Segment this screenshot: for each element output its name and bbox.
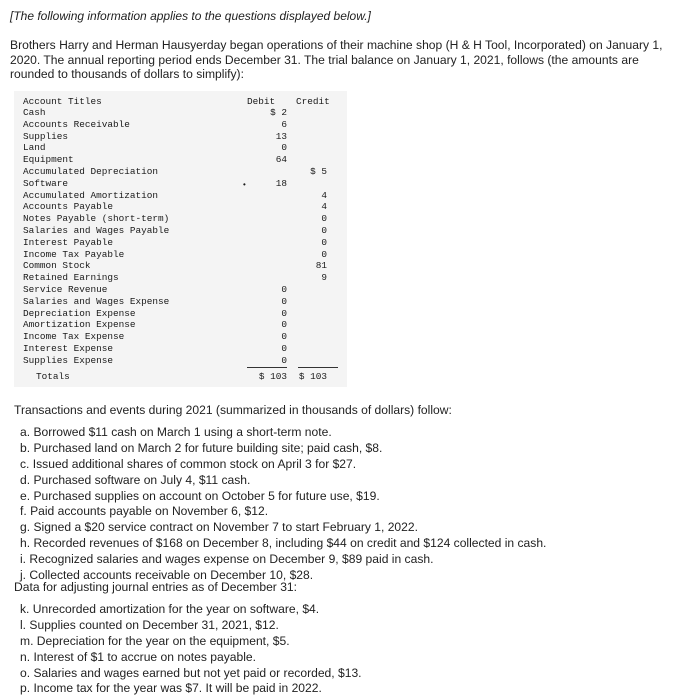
account-title: Interest Payable: [23, 236, 114, 248]
trial-balance-table: [14, 91, 347, 387]
debit-total: $ 103: [258, 371, 287, 382]
debit-amount: 13: [275, 130, 287, 142]
trial-balance-row: [14, 249, 347, 261]
credit-amount: 0: [321, 236, 327, 248]
transaction-item: f. Paid accounts payable on November 6, $12.: [20, 504, 269, 519]
transaction-item: b. Purchased land on March 2 for future building site; paid cash, $8.: [20, 440, 383, 455]
account-title: Notes Payable (short-term): [23, 213, 170, 225]
credit-amount: 0: [321, 248, 327, 260]
account-title: Accumulated Depreciation: [23, 166, 159, 177]
transactions-title: Transactions and events during 2021 (summarized in thousands of dollars) follow:: [14, 403, 452, 417]
adjustment-item: p. Income tax for the year was $7. It will be paid in 2022.: [20, 681, 322, 696]
transaction-item: j. Collected accounts receivable on December 10, $28.: [20, 568, 314, 583]
adjustment-item: o. Salaries and wages earned but not yet paid or recorded, $13.: [20, 665, 362, 680]
transaction-item: d. Purchased software on July 4, $11 cash.: [20, 472, 251, 487]
trial-balance-row: [14, 355, 347, 367]
credit-total: $ 103: [298, 371, 327, 382]
account-title: Accumulated Amortization: [23, 189, 159, 201]
intro-paragraph: Brothers Harry and Herman Hausyerday began operations of their machine shop (H & H Tool, Incorporated) on January 1, 2020. The annual reporting period ends December 31. The trial balance on January 1, 2021, follows (the amounts are rounded to thousands of dollars to simplify):: [10, 38, 663, 81]
adjustment-item: m. Depreciation for the year on the equipment, $5.: [20, 633, 290, 648]
debit-amount: 0: [281, 343, 287, 354]
adjustments-list: [20, 602, 680, 697]
transaction-item: h. Recorded revenues of $168 on December 8, including $44 on credit and $124 collected in cash.: [20, 536, 547, 551]
account-title: Depreciation Expense: [23, 307, 136, 319]
account-title: Land: [23, 142, 46, 154]
trial-balance-row: [14, 225, 347, 237]
adjustment-item: k. Unrecorded amortization for the year on software, $4.: [20, 602, 320, 616]
account-title: Equipment: [23, 154, 74, 166]
trial-balance-row: [14, 178, 347, 190]
debit-amount: 0: [281, 354, 287, 366]
transaction-item: e. Purchased supplies on account on October 5 for future use, $19.: [20, 488, 380, 503]
adjustment-item: n. Interest of $1 to accrue on notes payable.: [20, 649, 256, 664]
trial-balance-row: [14, 331, 347, 343]
credit-total-underline: [298, 367, 338, 368]
trial-balance-row: [14, 272, 347, 284]
adjusting-title: Data for adjusting journal entries as of December 31:: [14, 580, 298, 594]
trial-balance-row: [14, 166, 347, 178]
transaction-item: a. Borrowed $11 cash on March 1 using a short-term note.: [20, 425, 332, 439]
transaction-item: g. Signed a $20 service contract on November 7 to start February 1, 2022.: [20, 520, 418, 535]
trial-balance-row: [14, 190, 347, 202]
debit-total-underline: [247, 367, 287, 368]
credit-amount: 0: [321, 213, 327, 225]
trial-balance-row: [14, 154, 347, 166]
account-title: Amortization Expense: [23, 319, 136, 331]
credit-amount: 4: [321, 201, 327, 213]
account-title: Retained Earnings: [23, 272, 119, 284]
header-credit: Credit: [296, 96, 330, 107]
adjustment-item: l. Supplies counted on December 31, 2021, $12.: [20, 617, 279, 632]
trial-balance-row: [14, 260, 347, 272]
trial-balance-row: [14, 308, 347, 320]
account-title: Salaries and Wages Expense: [23, 295, 170, 307]
debit-amount: 0: [281, 142, 287, 154]
transactions-list: [20, 425, 680, 584]
header-debit: Debit: [247, 96, 276, 107]
credit-amount: 81: [315, 260, 327, 272]
debit-amount: 0: [281, 319, 287, 331]
trial-balance-row: [14, 142, 347, 154]
trial-balance-row: [14, 296, 347, 308]
trial-balance-row: [14, 237, 347, 249]
totals-label: Totals: [36, 371, 70, 382]
account-title: Software: [23, 177, 69, 189]
trial-balance-row: [14, 319, 347, 331]
debit-amount: 18: [275, 177, 287, 189]
trial-balance-row: [14, 201, 347, 213]
account-title: Salaries and Wages Payable: [23, 225, 170, 236]
header-account-titles: Account Titles: [23, 96, 102, 107]
account-title: Accounts Payable: [23, 201, 114, 213]
account-title: Income Tax Expense: [23, 331, 125, 343]
account-title: Cash: [23, 107, 46, 118]
trial-balance-totals-row: [14, 371, 347, 383]
account-title: Interest Expense: [23, 343, 114, 354]
account-title: Common Stock: [23, 260, 91, 272]
trial-balance-row: [14, 213, 347, 225]
debit-amount: 6: [281, 118, 287, 130]
debit-amount: 0: [281, 284, 287, 295]
debit-amount: $ 2: [270, 107, 287, 118]
trial-balance-row: [14, 284, 347, 296]
account-title: Income Tax Payable: [23, 248, 125, 260]
trial-balance-row: [14, 107, 347, 119]
trial-balance-row: [14, 131, 347, 143]
credit-amount: $ 5: [310, 166, 327, 177]
trial-balance-row: [14, 343, 347, 355]
stray-mark: •: [242, 181, 247, 190]
credit-amount: 4: [321, 189, 327, 201]
account-title: Service Revenue: [23, 284, 108, 295]
account-title: Accounts Receivable: [23, 118, 130, 130]
debit-amount: 0: [281, 307, 287, 319]
debit-amount: 0: [281, 295, 287, 307]
intro-note: [The following information applies to the questions displayed below.]: [10, 9, 371, 23]
trial-balance-row: [14, 119, 347, 131]
transaction-item: c. Issued additional shares of common stock on April 3 for $27.: [20, 456, 357, 471]
credit-amount: 0: [321, 225, 327, 236]
debit-amount: 0: [281, 331, 287, 343]
debit-amount: 64: [275, 154, 287, 166]
credit-amount: 9: [321, 272, 327, 284]
account-title: Supplies Expense: [23, 354, 114, 366]
account-title: Supplies: [23, 130, 69, 142]
transaction-item: i. Recognized salaries and wages expense on December 9, $89 paid in cash.: [20, 552, 434, 567]
